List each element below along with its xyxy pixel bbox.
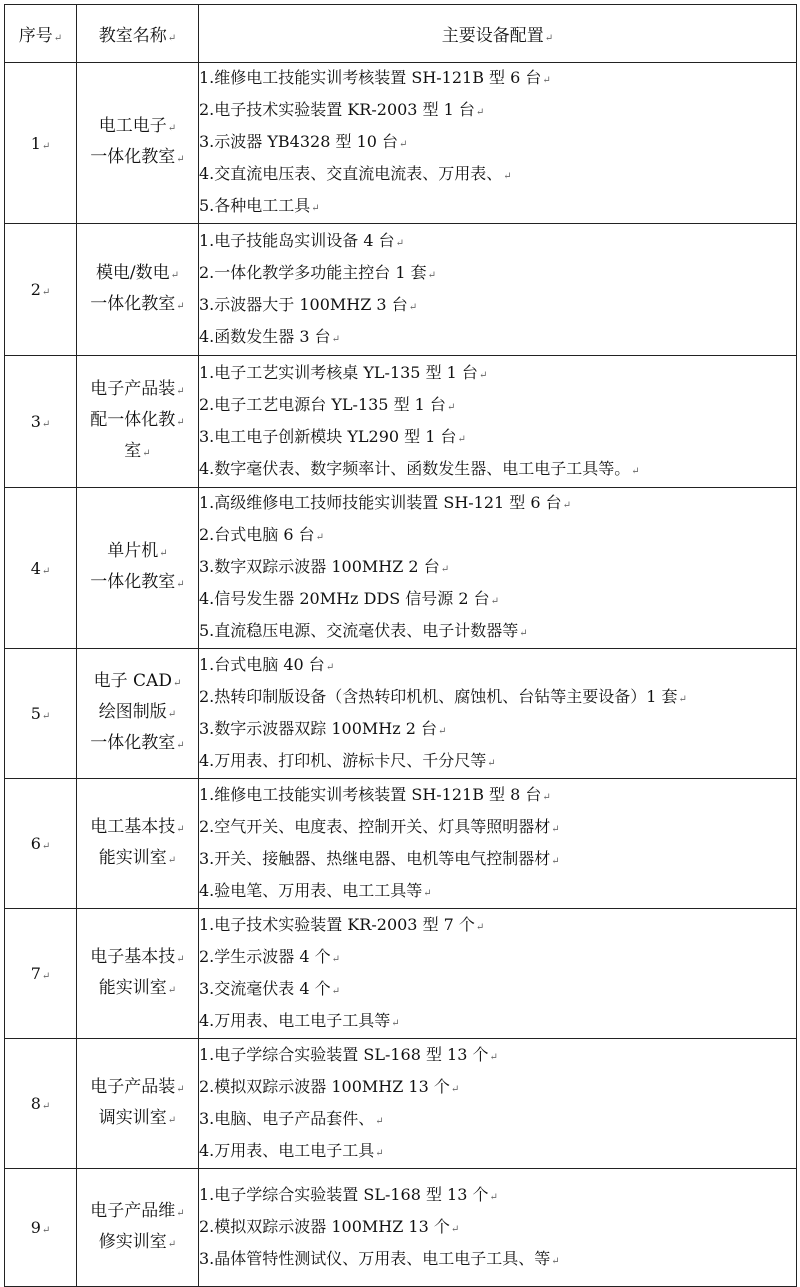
row-number: 2↵ xyxy=(5,224,77,356)
header-row xyxy=(5,5,797,63)
room-name xyxy=(77,1039,199,1169)
table-row xyxy=(5,356,797,488)
equipment-item: 1.电子技能岛实训设备 4 台↵ xyxy=(199,230,405,250)
room-name xyxy=(77,63,199,224)
room-name-line: 电子 CAD↵ xyxy=(93,671,182,691)
room-name-line: 电工电子↵ xyxy=(98,116,177,136)
equipment-item: 3.开关、接触器、热继电器、电机等电气控制器材↵ xyxy=(199,848,560,868)
row-number: 7↵ xyxy=(5,909,77,1039)
equipment-item: 4.交直流电压表、交直流电流表、万用表、↵ xyxy=(199,164,512,183)
header-equipment: 主要设备配置↵ xyxy=(199,5,797,63)
row-number: 4↵ xyxy=(5,488,77,649)
equipment-item: 5.直流稳压电源、交流毫伏表、电子计数器等↵ xyxy=(199,621,528,640)
row-number: 1↵ xyxy=(5,63,77,224)
room-name-line: 室↵ xyxy=(124,441,151,461)
table-body xyxy=(5,63,797,1287)
equipment-item: 3.数字双踪示波器 100MHZ 2 台↵ xyxy=(199,557,450,576)
table-row xyxy=(5,488,797,649)
room-name-line: 电子产品装↵ xyxy=(90,379,185,399)
equipment-item: 4.函数发生器 3 台↵ xyxy=(199,326,341,346)
equipment-item: 4.万用表、电工电子工具↵ xyxy=(199,1140,384,1160)
table-row xyxy=(5,649,797,779)
equipment-item: 2.电子工艺电源台 YL-135 型 1 台↵ xyxy=(199,394,456,414)
equipment-item: 3.示波器大于 100MHZ 3 台↵ xyxy=(199,294,418,314)
equipment-item: 3.电脑、电子产品套件、↵ xyxy=(199,1108,384,1128)
equipment-item: 2.模拟双踪示波器 100MHZ 13 个↵ xyxy=(199,1216,460,1236)
room-name-line: 模电/数电↵ xyxy=(95,262,180,283)
equipment-item: 4.数字毫伏表、数字频率计、函数发生器、电工电子工具等。↵ xyxy=(199,458,640,478)
room-name-line: 电子产品维↵ xyxy=(90,1200,185,1221)
equipment-item: 1.电子学综合实验装置 SL-168 型 13 个↵ xyxy=(199,1044,498,1064)
room-name-line: 一体化教室↵ xyxy=(90,293,185,314)
equipment-item: 2.台式电脑 6 台↵ xyxy=(199,525,325,544)
equipment-table xyxy=(4,4,797,1287)
room-name-line: 能实训室↵ xyxy=(98,977,177,998)
room-name-line: 电子产品装↵ xyxy=(90,1076,185,1097)
room-name xyxy=(77,1169,199,1287)
equipment-list xyxy=(199,779,797,909)
table-row xyxy=(5,909,797,1039)
room-name-line: 一体化教室↵ xyxy=(90,572,185,592)
equipment-item: 5.各种电工工具↵ xyxy=(199,196,320,215)
room-name xyxy=(77,488,199,649)
equipment-item: 1.高级维修电工技师技能实训装置 SH-121 型 6 台↵ xyxy=(199,493,572,512)
room-name-line: 修实训室↵ xyxy=(98,1231,177,1252)
room-name xyxy=(77,649,199,779)
table-row xyxy=(5,779,797,909)
equipment-item: 1.维修电工技能实训考核装置 SH-121B 型 6 台↵ xyxy=(199,68,551,87)
equipment-item: 1.维修电工技能实训考核装置 SH-121B 型 8 台↵ xyxy=(199,784,551,804)
room-name-line: 一体化教室↵ xyxy=(90,733,185,753)
equipment-list xyxy=(199,1169,797,1287)
equipment-item: 1.电子学综合实验装置 SL-168 型 13 个↵ xyxy=(199,1184,498,1204)
room-name-line: 能实训室↵ xyxy=(98,847,177,868)
table-row xyxy=(5,1039,797,1169)
header-name: 教室名称↵ xyxy=(77,5,199,63)
table-row xyxy=(5,1169,797,1287)
equipment-list xyxy=(199,909,797,1039)
equipment-item: 3.晶体管特性测试仪、万用表、电工电子工具、等↵ xyxy=(199,1248,560,1268)
room-name-line: 一体化教室↵ xyxy=(90,147,185,167)
equipment-item: 4.验电笔、万用表、电工工具等↵ xyxy=(199,880,432,900)
equipment-list xyxy=(199,488,797,649)
equipment-item: 2.学生示波器 4 个↵ xyxy=(199,946,341,966)
equipment-list xyxy=(199,63,797,224)
row-number: 6↵ xyxy=(5,779,77,909)
equipment-item: 2.电子技术实验装置 KR-2003 型 1 台↵ xyxy=(199,100,485,119)
room-name xyxy=(77,909,199,1039)
row-number: 5↵ xyxy=(5,649,77,779)
equipment-item: 3.交流毫伏表 4 个↵ xyxy=(199,978,341,998)
room-name xyxy=(77,224,199,356)
room-name xyxy=(77,356,199,488)
equipment-list xyxy=(199,224,797,356)
row-number: 3↵ xyxy=(5,356,77,488)
equipment-list xyxy=(199,1039,797,1169)
table-row xyxy=(5,63,797,224)
equipment-item: 1.台式电脑 40 台↵ xyxy=(199,654,335,674)
equipment-list xyxy=(199,356,797,488)
equipment-item: 4.万用表、电工电子工具等↵ xyxy=(199,1010,400,1030)
room-name-line: 电工基本技↵ xyxy=(90,816,185,837)
header-num: 序号↵ xyxy=(5,5,77,63)
room-name-line: 配一体化教↵ xyxy=(90,410,185,430)
room-name-line: 电子基本技↵ xyxy=(90,946,185,967)
equipment-item: 4.万用表、打印机、游标卡尺、千分尺等↵ xyxy=(199,750,496,770)
room-name xyxy=(77,779,199,909)
room-name-line: 单片机↵ xyxy=(107,541,168,561)
equipment-item: 2.模拟双踪示波器 100MHZ 13 个↵ xyxy=(199,1076,460,1096)
room-name-line: 调实训室↵ xyxy=(98,1107,177,1128)
equipment-item: 3.数字示波器双踪 100MHz 2 台↵ xyxy=(199,718,447,738)
row-number: 9↵ xyxy=(5,1169,77,1287)
row-number: 8↵ xyxy=(5,1039,77,1169)
equipment-item: 1.电子技术实验装置 KR-2003 型 7 个↵ xyxy=(199,914,485,934)
equipment-item: 3.电工电子创新模块 YL290 型 1 台↵ xyxy=(199,426,466,446)
equipment-list xyxy=(199,649,797,779)
equipment-item: 1.电子工艺实训考核桌 YL-135 型 1 台↵ xyxy=(199,362,488,382)
equipment-item: 2.热转印制版设备（含热转印机机、腐蚀机、台钻等主要设备）1 套↵ xyxy=(199,686,687,706)
equipment-item: 3.示波器 YB4328 型 10 台↵ xyxy=(199,132,408,151)
room-name-line: 绘图制版↵ xyxy=(98,702,177,722)
equipment-item: 4.信号发生器 20MHz DDS 信号源 2 台↵ xyxy=(199,589,500,608)
table-row xyxy=(5,224,797,356)
equipment-item: 2.一体化教学多功能主控台 1 套↵ xyxy=(199,262,437,282)
equipment-item: 2.空气开关、电度表、控制开关、灯具等照明器材↵ xyxy=(199,816,560,836)
